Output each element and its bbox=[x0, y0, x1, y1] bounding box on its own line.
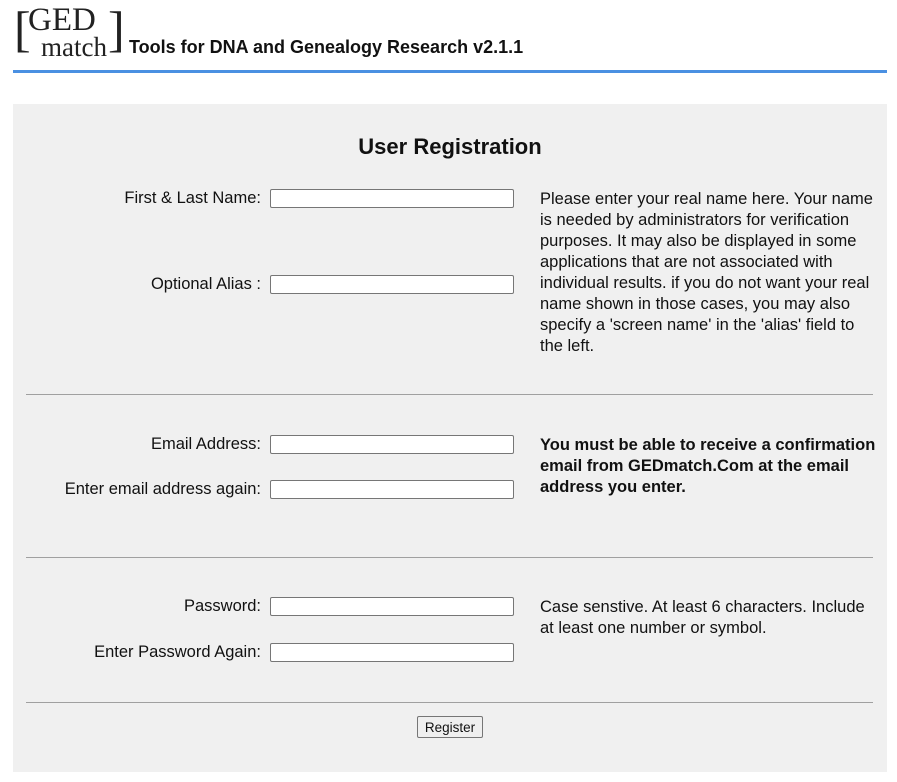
gedmatch-logo[interactable] bbox=[14, 1, 125, 62]
password-again-label: Enter Password Again: bbox=[94, 643, 261, 661]
email-help-text: You must be able to receive a confirmation email from GEDmatch.Com at the email address you enter. bbox=[540, 436, 876, 496]
password-help-text: Case senstive. At least 6 characters. Include at least one number or symbol. bbox=[540, 598, 865, 637]
alias-label: Optional Alias : bbox=[150, 275, 261, 293]
logo-match-text: match bbox=[41, 32, 107, 62]
name-help-text: Please enter your real name here. Your name is needed by administrators for verification purposes. It may also be displayed in some applications that are not associated with individual results. if you do not want your real name shown in those cases, you may also specify a 'screen name' in the 'alias' field to the left. bbox=[540, 190, 873, 355]
password-field[interactable] bbox=[270, 597, 514, 616]
site-header bbox=[0, 0, 897, 75]
name-field[interactable] bbox=[270, 189, 514, 208]
logo-ged-text: GED bbox=[28, 2, 96, 38]
page-title: User Registration bbox=[358, 134, 542, 159]
email-again-field[interactable] bbox=[270, 480, 514, 499]
logo-bracket-left: [ bbox=[14, 1, 31, 57]
email-again-label: Enter email address again: bbox=[64, 480, 261, 498]
site-title: Tools for DNA and Genealogy Research v2.1.1 bbox=[129, 37, 524, 57]
name-label: First & Last Name: bbox=[124, 189, 261, 207]
section-divider bbox=[26, 702, 873, 703]
header-divider bbox=[13, 70, 887, 73]
section-divider bbox=[26, 394, 873, 395]
email-label: Email Address: bbox=[150, 435, 261, 453]
alias-field[interactable] bbox=[270, 275, 514, 294]
password-label: Password: bbox=[183, 597, 261, 615]
email-field[interactable] bbox=[270, 435, 514, 454]
password-again-field[interactable] bbox=[270, 643, 514, 662]
logo-bracket-right: ] bbox=[108, 1, 125, 57]
registration-panel bbox=[13, 104, 887, 772]
register-button[interactable]: Register bbox=[417, 716, 483, 738]
section-divider bbox=[26, 557, 873, 558]
